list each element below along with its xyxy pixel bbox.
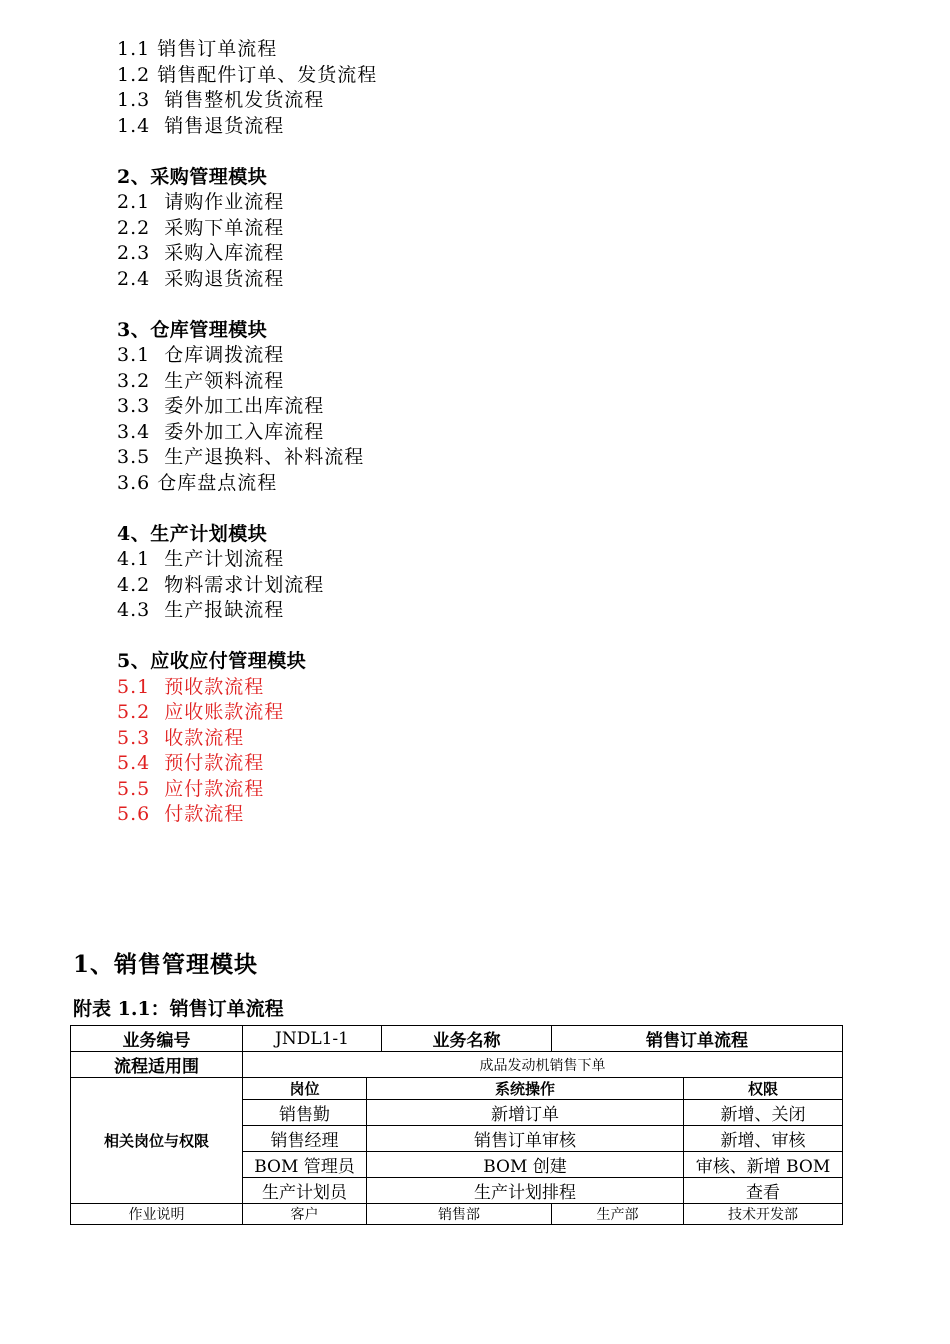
- toc-heading: 3、仓库管理模块: [117, 318, 268, 341]
- toc-item: 2.4 采购退货流程: [117, 267, 285, 290]
- scope-value: 成品发动机销售下单: [243, 1052, 843, 1078]
- form-row-business: [71, 1026, 843, 1052]
- section-title: 1、销售管理模块: [73, 951, 259, 978]
- role-position: BOM 管理员: [243, 1152, 367, 1178]
- role-position: 生产计划员: [243, 1178, 367, 1204]
- process-form-table: [70, 1025, 843, 1225]
- toc-item: 5.4 预付款流程: [117, 752, 265, 774]
- role-operation: BOM 创建: [367, 1152, 684, 1178]
- role-header-operation: 系统操作: [367, 1078, 684, 1100]
- toc-item: 3.6 仓库盘点流程: [117, 471, 278, 494]
- toc-item: 3.5 生产退换料、补料流程: [117, 446, 365, 468]
- toc-item: 5.1 预收款流程: [117, 675, 265, 698]
- toc-item: 2.2 采购下单流程: [117, 216, 285, 239]
- role-position: 销售勤: [243, 1100, 367, 1126]
- toc-heading: 5、应收应付管理模块: [117, 650, 307, 672]
- footer-cell-production: 生产部: [552, 1204, 684, 1225]
- footer-cell-sales: 销售部: [367, 1204, 552, 1225]
- toc-item: 1.1 销售订单流程: [117, 38, 278, 60]
- toc-item: 2.1 请购作业流程: [117, 191, 285, 213]
- role-operation: 新增订单: [367, 1100, 684, 1126]
- business-no-value: JNDL1-1: [243, 1026, 382, 1052]
- toc-item: 1.2 销售配件订单、发货流程: [117, 63, 378, 86]
- table-caption: 附表 1.1：销售订单流程: [73, 998, 284, 1020]
- toc-item: 4.2 物料需求计划流程: [117, 573, 325, 596]
- role-operation: 销售订单审核: [367, 1126, 684, 1152]
- toc-item: 1.4 销售退货流程: [117, 114, 285, 137]
- footer-cell-tech: 技术开发部: [684, 1204, 843, 1225]
- toc-section: [117, 37, 717, 139]
- role-header-permission: 权限: [684, 1078, 843, 1100]
- role-position: 销售经理: [243, 1126, 367, 1152]
- form-row-scope: [71, 1052, 843, 1078]
- toc-item: 5.5 应付款流程: [117, 777, 265, 800]
- toc-item: 5.3 收款流程: [117, 726, 245, 749]
- toc-section: [117, 318, 717, 497]
- toc-item: 2.3 采购入库流程: [117, 242, 285, 264]
- table-of-contents: [117, 37, 717, 853]
- role-permission: 新增、审核: [684, 1126, 843, 1152]
- toc-item: 1.3 销售整机发货流程: [117, 89, 325, 111]
- role-operation: 生产计划排程: [367, 1178, 684, 1204]
- role-permission: 审核、新增 BOM: [684, 1152, 843, 1178]
- role-header-position: 岗位: [243, 1078, 367, 1100]
- footer-cell-customer: 客户: [243, 1204, 367, 1225]
- roles-label: 相关岗位与权限: [71, 1078, 243, 1204]
- toc-heading: 4、生产计划模块: [117, 522, 268, 545]
- toc-item: 3.2 生产领料流程: [117, 369, 285, 392]
- toc-section: [117, 522, 717, 624]
- toc-item: 4.1 生产计划流程: [117, 548, 285, 570]
- toc-item: 5.2 应收账款流程: [117, 701, 285, 723]
- scope-label: 流程适用围: [71, 1052, 243, 1078]
- toc-item: 3.3 委外加工出库流程: [117, 395, 325, 417]
- toc-item: 3.4 委外加工入库流程: [117, 420, 325, 443]
- role-permission: 查看: [684, 1178, 843, 1204]
- footer-cell-instructions: 作业说明: [71, 1204, 243, 1225]
- toc-item: 3.1 仓库调拨流程: [117, 344, 285, 366]
- footer-row: [71, 1204, 843, 1225]
- role-permission: 新增、关闭: [684, 1100, 843, 1126]
- business-name-value: 销售订单流程: [552, 1026, 843, 1052]
- toc-item: 5.6 付款流程: [117, 803, 245, 825]
- roles-header-row: [71, 1078, 843, 1100]
- toc-section: [117, 649, 717, 828]
- business-no-label: 业务编号: [71, 1026, 243, 1052]
- toc-section: [117, 165, 717, 293]
- toc-item: 4.3 生产报缺流程: [117, 599, 285, 621]
- business-name-label: 业务名称: [382, 1026, 552, 1052]
- toc-heading: 2、采购管理模块: [117, 165, 268, 188]
